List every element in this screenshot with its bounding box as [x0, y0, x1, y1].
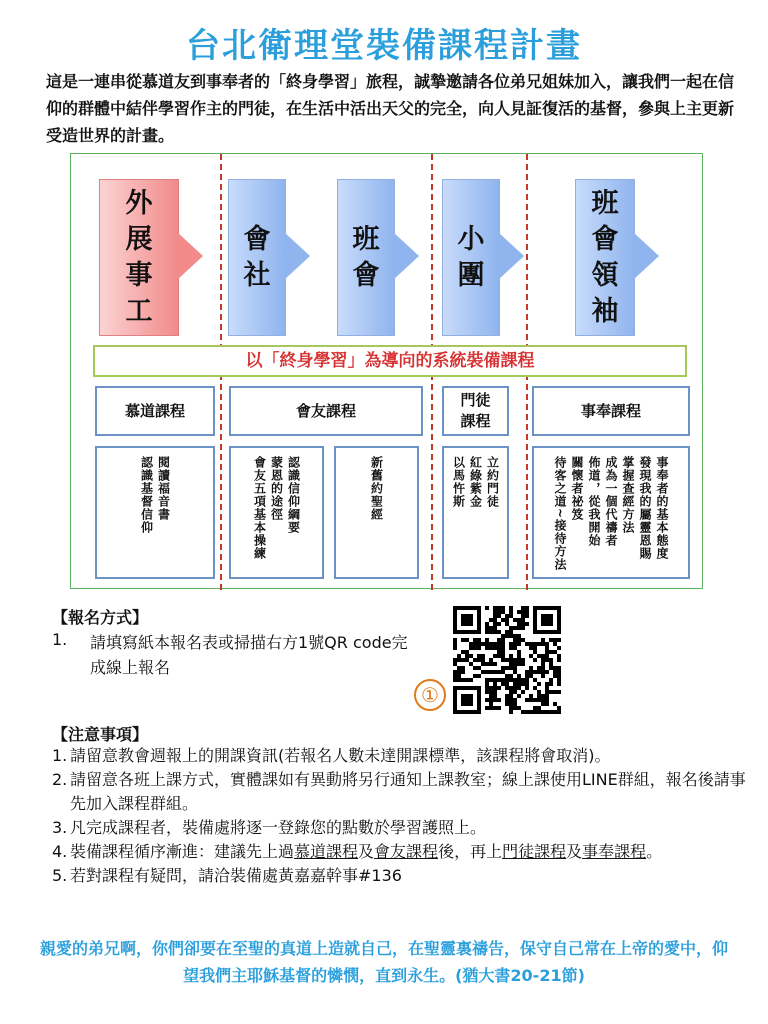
stage-char: 小: [457, 223, 485, 255]
course-box-disciple: [442, 446, 509, 579]
note-item: [52, 816, 752, 840]
stage-char: 事: [125, 259, 153, 291]
note-item: [52, 768, 752, 816]
page-title: 台北衛理堂裝備課程計畫: [186, 26, 582, 66]
note-fragment: 。: [646, 842, 663, 861]
note-text: 凡完成課程者，裝備處將逐一登錄您的點數於學習護照上。: [70, 818, 487, 837]
course-line: 會友五項基本操練: [252, 456, 267, 560]
course-name-link: 慕道課程: [294, 842, 359, 861]
note-fragment: 及: [566, 842, 583, 861]
stage-small-group: [442, 179, 500, 336]
note-text: 請留意各班上課方式，實體課如有異動將另行通知上課教室；線上課使用LINE群組，報名後請事先加入課程群組。: [70, 770, 746, 813]
registration-text: 請填寫紙本報名表或掃描右方1號QR code完成線上報名: [90, 633, 408, 677]
note-number: 3.: [52, 818, 68, 837]
note-number: 2.: [52, 770, 68, 789]
arrow-right-icon: [284, 232, 310, 280]
stage-char: 展: [125, 223, 153, 255]
stage-char: 社: [243, 259, 271, 291]
course-line: 閱讀福音書: [156, 456, 171, 521]
course-line: 關懷者祕笈: [570, 456, 584, 521]
course-box-ministry: [532, 446, 690, 579]
course-diagram: [70, 153, 703, 589]
note-number: 5.: [52, 866, 68, 885]
course-line: 認識信仰綱要: [286, 456, 301, 534]
stage-char: 班: [352, 223, 380, 255]
note-text: 若對課程有疑問，請洽裝備處黃嘉嘉幹事#136: [70, 866, 402, 885]
lifelong-learning-banner: 以「終身學習」為導向的系統裝備課程: [93, 345, 687, 377]
category-disciple: 門徒 課程: [442, 386, 509, 436]
note-item: [52, 864, 752, 888]
qr-code[interactable]: [453, 606, 561, 714]
course-line: 認識基督信仰: [139, 456, 154, 534]
course-name-link: 事奉課程: [582, 842, 647, 861]
stage-fellowship: [228, 179, 286, 336]
registration-heading: 【報名方式】: [52, 608, 149, 627]
note-text: 請留意教會週報上的開課資訊(若報名人數未達開課標準，該課程將會取消)。: [70, 746, 611, 765]
category-member: 會友課程: [229, 386, 423, 436]
arrow-right-icon: [498, 232, 524, 280]
registration-number: 1.: [52, 630, 68, 649]
stage-char: 團: [457, 259, 485, 291]
category-ministry: 事奉課程: [532, 386, 690, 436]
stage-char: 會: [591, 223, 619, 255]
stage-char: 工: [125, 295, 153, 327]
course-line: 新舊約聖經: [369, 456, 384, 521]
qr-marker: ①: [414, 679, 446, 711]
course-line: 蒙恩的途徑: [269, 456, 284, 521]
course-box-seeker: [95, 446, 215, 579]
arrow-right-icon: [633, 232, 659, 280]
course-line: 以馬忤斯: [451, 456, 466, 508]
closing-verse: 親愛的弟兄啊，你們卻要在至聖的真道上造就自己，在聖靈裏禱告，保守自己常在上帝的愛中，仰望我們主耶穌基督的憐憫，直到永生。(猶大書20-21節): [40, 939, 729, 985]
stage-char: 領: [591, 259, 619, 291]
note-number: 1.: [52, 746, 68, 765]
course-name-link: 門徒課程: [502, 842, 567, 861]
course-line: 發現我的屬靈恩賜: [638, 456, 652, 560]
arrow-right-icon: [177, 232, 203, 280]
note-number: 4.: [52, 842, 68, 861]
course-line: 事奉者的基本態度: [655, 456, 669, 560]
stage-char: 會: [243, 223, 271, 255]
stage-outreach: [99, 179, 179, 336]
notes-list: [52, 744, 752, 888]
course-line: 紅綠紫金: [468, 456, 483, 508]
stage-char: 會: [352, 259, 380, 291]
category-seeker: 慕道課程: [95, 386, 215, 436]
course-box-member: [229, 446, 324, 579]
course-line: 佈道，從我開始: [587, 456, 601, 547]
arrow-right-icon: [393, 232, 419, 280]
stage-char: 外: [125, 187, 153, 219]
course-box-bible: [334, 446, 419, 579]
stage-char: 袖: [591, 295, 619, 327]
course-line: 掌握查經方法: [621, 456, 635, 534]
note-text: [70, 840, 662, 864]
intro-paragraph: 這是一連串從慕道友到事奉者的「終身學習」旅程，誠摯邀請各位弟兄姐妹加入，讓我們一起在信仰的群體中結伴學習作主的門徒，在生活中活出天父的完全，向人見証復活的基督，參與上主更新受造世界的計畫。: [46, 72, 735, 145]
stage-char: 班: [591, 187, 619, 219]
course-line: 立約門徒: [485, 456, 500, 508]
course-line: 成為一個代禱者: [604, 456, 618, 547]
notes-heading: 【注意事項】: [52, 725, 149, 744]
stage-leaders: [575, 179, 635, 336]
note-fragment: 裝備課程循序漸進：建議先上過: [70, 842, 295, 861]
course-name-link: 會友課程: [374, 842, 439, 861]
note-item: [52, 744, 752, 768]
note-item: [52, 840, 752, 864]
note-fragment: 及: [358, 842, 375, 861]
course-line: 待客之道~接待方法: [553, 456, 567, 572]
note-fragment: 後，再上: [438, 842, 503, 861]
stage-class: [337, 179, 395, 336]
